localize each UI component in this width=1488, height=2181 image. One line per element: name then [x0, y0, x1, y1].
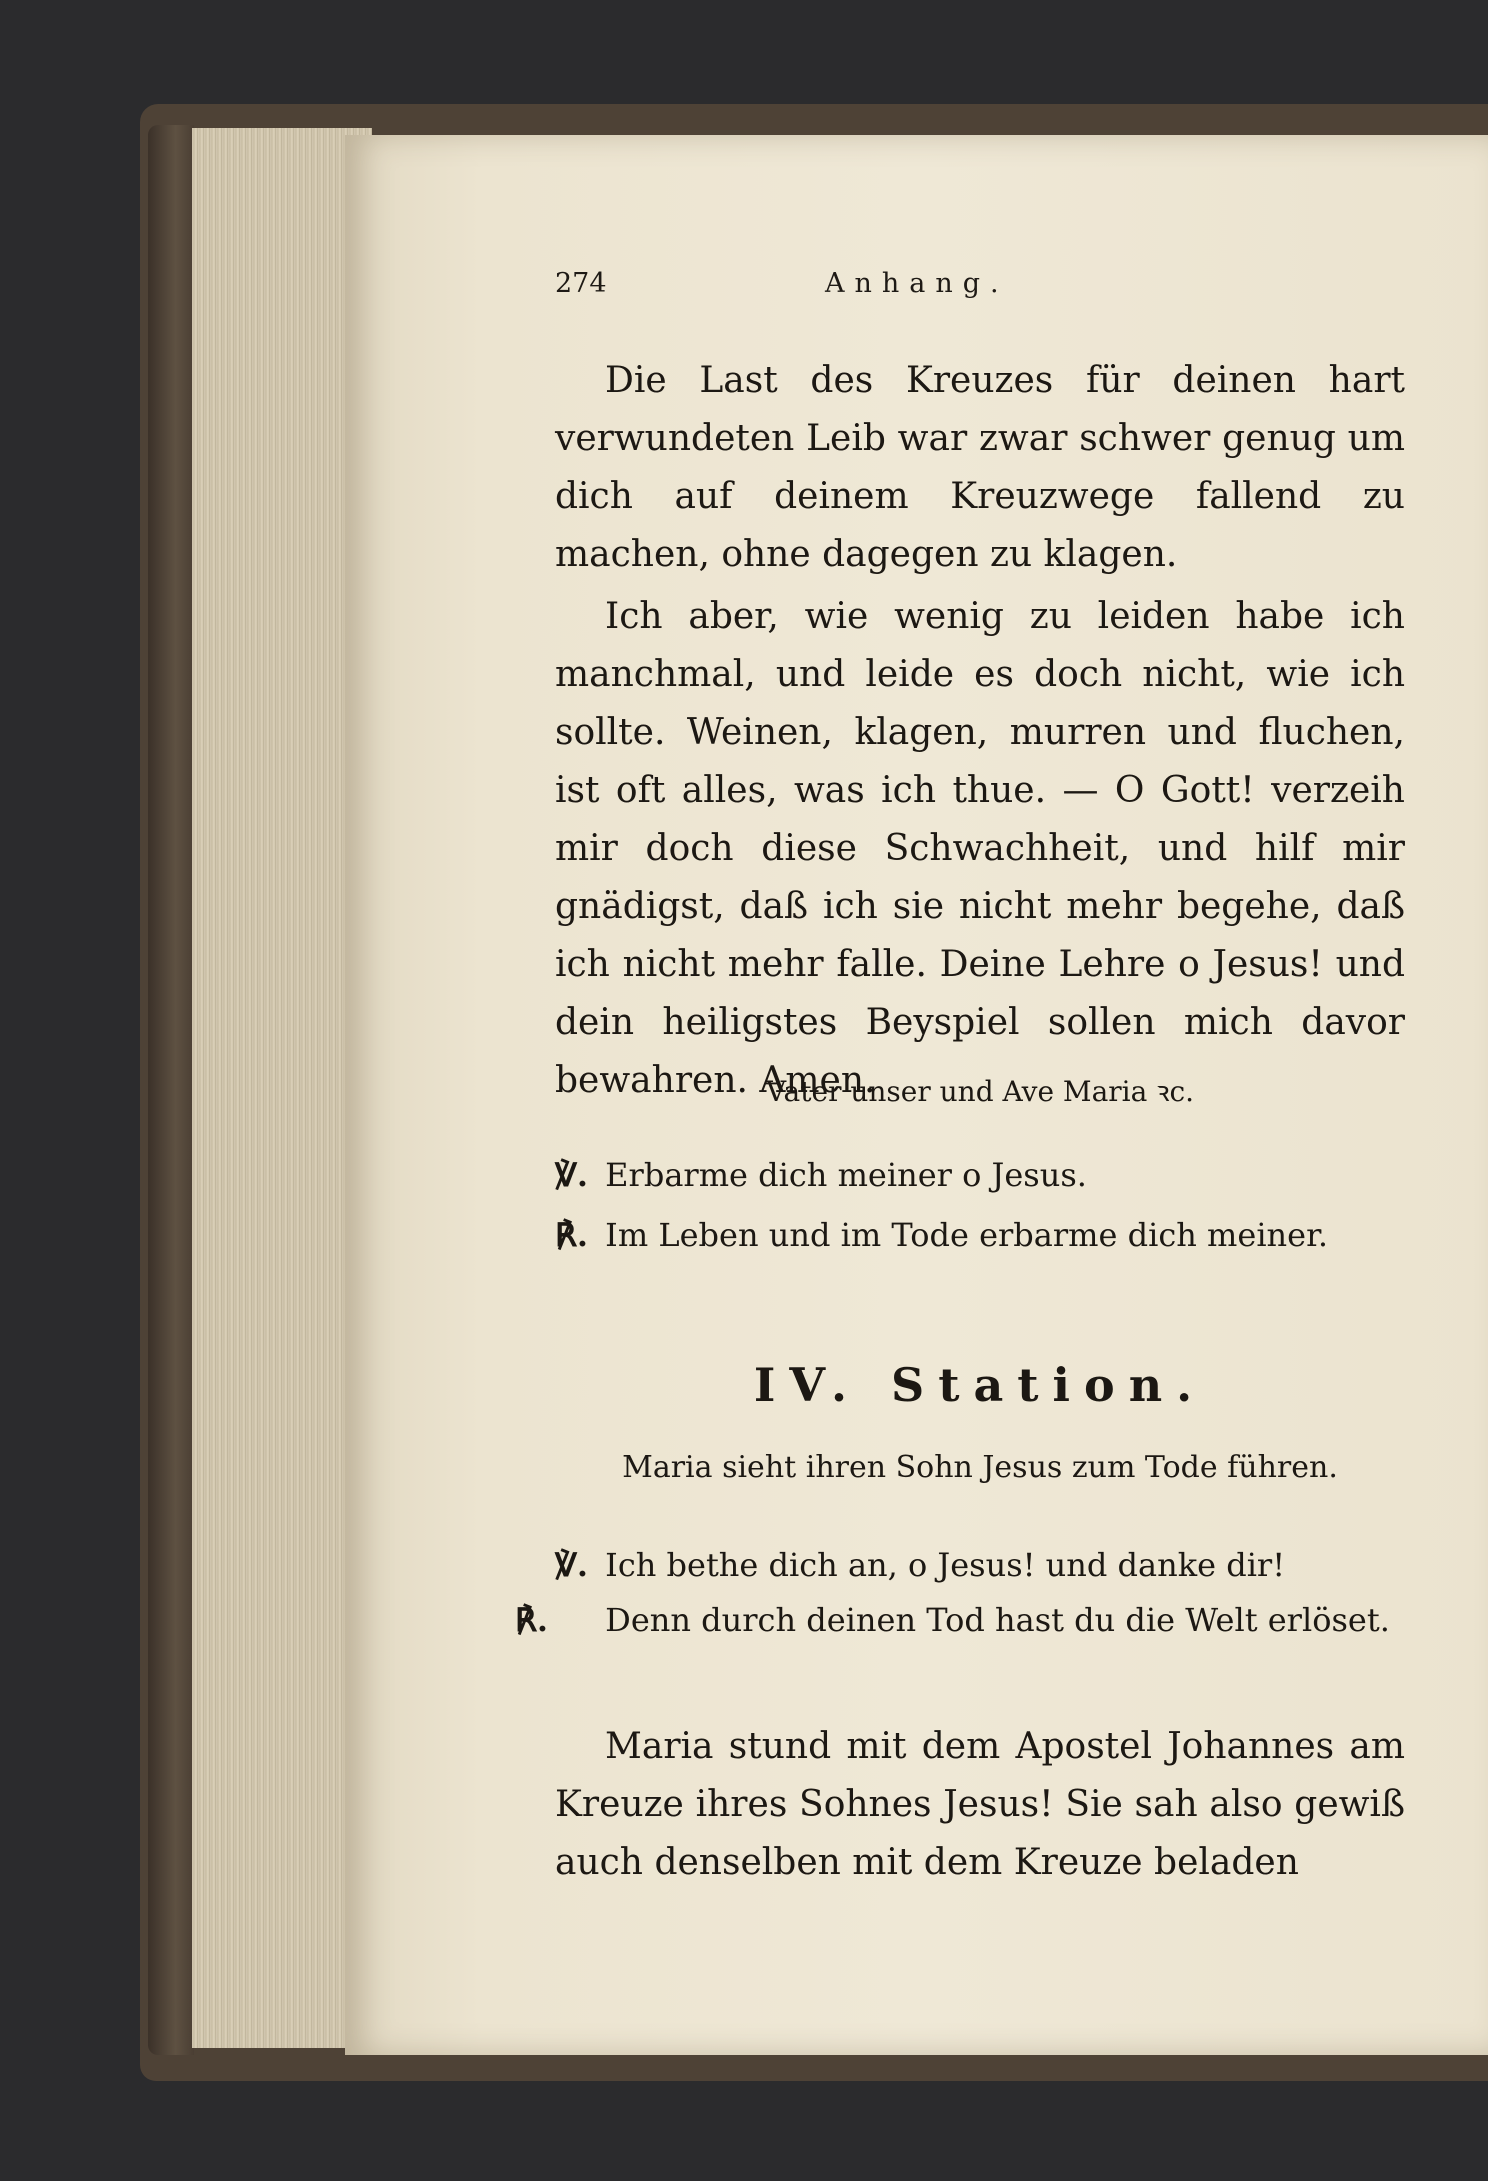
response-symbol: ℟.	[515, 1601, 549, 1639]
versicle-2	[555, 1540, 1405, 1590]
versicle-symbol: ℣.	[555, 1546, 589, 1584]
page-header	[555, 268, 1415, 308]
response-symbol: ℟.	[555, 1216, 589, 1254]
response-text: Im Leben und im Tode erbarme dich meiner.	[605, 1216, 1329, 1254]
paragraph-2: Ich aber, wie wenig zu leiden habe ich manchmal, und leide es doch nicht, wie ich sollte. Weinen, klagen, murren und fluchen, ist oft alles, was ich thue. — O Gott! verzeih mir doch diese Schwachheit, und hilf mir gnädigst, daß ich sie nicht mehr begehe, daß ich nicht mehr falle. Deine Lehre o Jesus! und dein heiligstes Beyspiel sollen mich davor bewahren. Amen.	[555, 596, 1405, 1101]
prayer-line: Vater unser und Ave Maria ꝛc.	[765, 1075, 1195, 1108]
response-2	[515, 1595, 1405, 1645]
versicle-text: Ich bethe dich an, o Jesus! und danke dir!	[605, 1546, 1286, 1584]
station-heading: IV. Station.	[753, 1358, 1207, 1412]
paragraph-3: Maria stund mit dem Apostel Johannes am Kreuze ihres Sohnes Jesus! Sie sah also gewiß auch denselben mit dem Kreuze beladen	[555, 1726, 1405, 1883]
running-head: Anhang.	[825, 268, 1009, 299]
versicle-symbol: ℣.	[555, 1156, 589, 1194]
versicle-text: Erbarme dich meiner o Jesus.	[605, 1156, 1087, 1194]
response-1	[555, 1210, 1405, 1260]
paragraph-1: Die Last des Kreuzes für deinen hart verwundeten Leib war zwar schwer genug um dich auf deinem Kreuzwege fallend zu machen, ohne dagegen zu klagen.	[555, 360, 1405, 575]
station-subtitle: Maria sieht ihren Sohn Jesus zum Tode führen.	[622, 1450, 1338, 1485]
versicle-1	[555, 1150, 1405, 1200]
page-number: 274	[555, 268, 607, 299]
response-text: Denn durch deinen Tod hast du die Welt erlöset.	[605, 1601, 1390, 1639]
book-spine	[148, 125, 194, 2055]
